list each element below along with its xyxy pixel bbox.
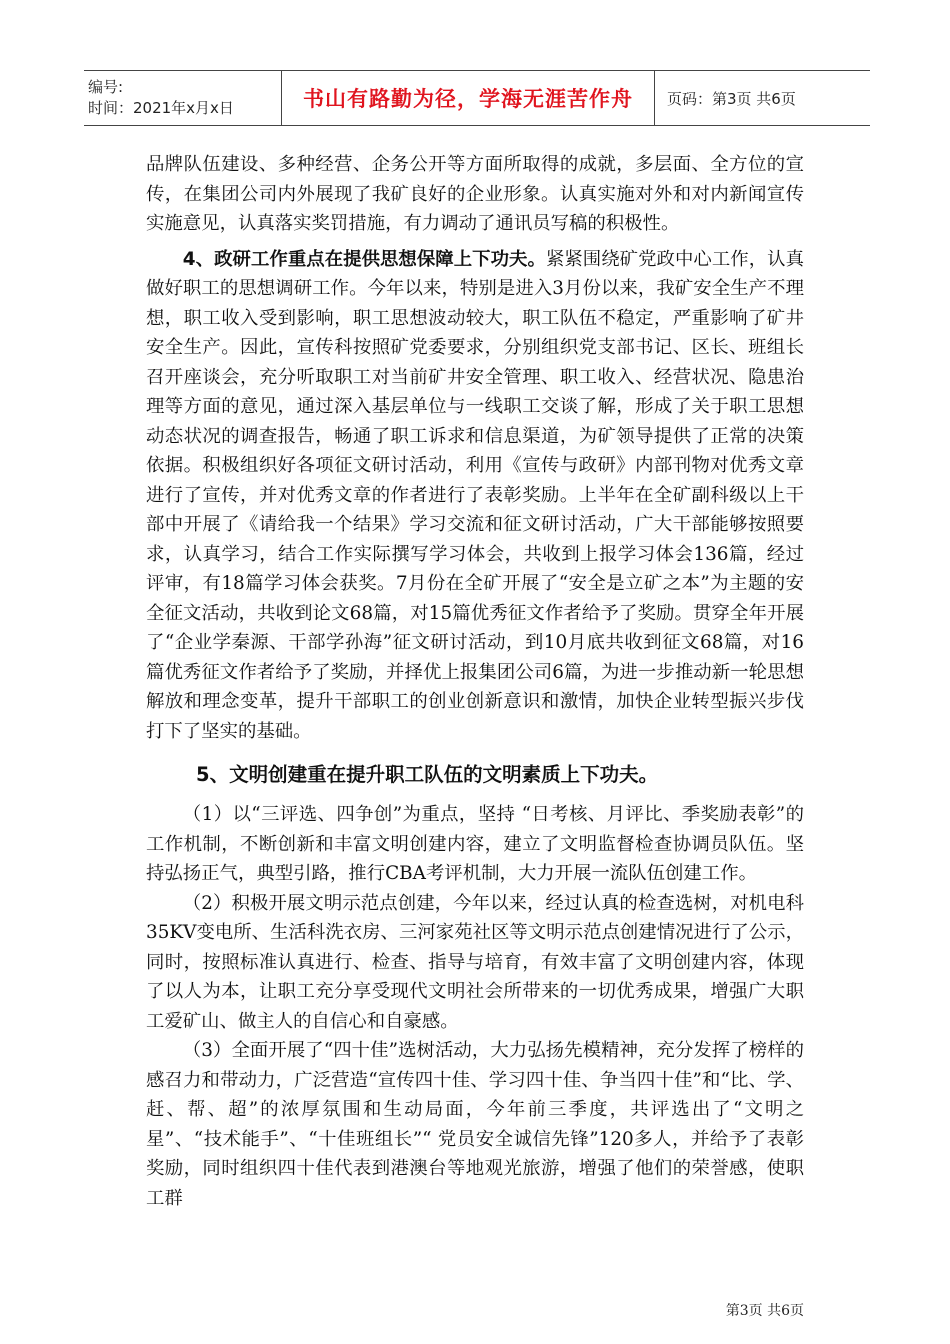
section-4-paragraph <box>146 245 804 747</box>
header-meta <box>84 71 281 125</box>
time-label: 时间：2021年x月x日 <box>88 99 234 117</box>
section-5-item-2: （2）积极开展文明示范点创建，今年以来，经过认真的检查选树，对机电科35KV变电所、生活科洗衣房、三河家苑社区等文明示范点创建情况进行了公示，同时，按照标准认真进行、检查、指导与培育，有效丰富了文明创建内容，体现了以人为本，让职工充分享受现代文明社会所带来的一切优秀成果，增强广大职工爱矿山、做主人的自信心和自豪感。 <box>146 892 804 1032</box>
section-5-item-3: （3）全面开展了“四十佳”选树活动，大力弘扬先模精神，充分发挥了榜样的感召力和带动力，广泛营造“宣传四十佳、学习四十佳、争当四十佳”和“比、学、赶、帮、超”的浓厚氛围和生动局面，今年前三季度，共评选出了“文明之星”、“技术能手”、“十佳班组长”“ 党员安全诚信先锋”120多人，并给予了表彰奖励，同时组织四十佳代表到港澳台等地观光旅游，增强了他们的荣誉感，使职工群 <box>146 1040 804 1209</box>
page-footer: 第3页 共6页 <box>725 1303 804 1319</box>
page-header <box>84 70 870 126</box>
header-motto-cell <box>281 71 655 125</box>
number-label: 编号: <box>88 78 124 96</box>
document-body <box>146 150 804 1213</box>
page-code: 页码：第3页 共6页 <box>667 89 796 108</box>
section-4-heading: 4、政研工作重点在提供思想保障上下功夫。 <box>182 248 546 270</box>
section-5-heading: 5、文明创建重在提升职工队伍的文明素质上下功夫。 <box>196 763 659 786</box>
intro-paragraph: 品牌队伍建设、多种经营、企务公开等方面所取得的成就，多层面、全方位的宣传，在集团公司内外展现了我矿良好的企业形象。认真实施对外和对内新闻宣传实施意见，认真落实奖罚措施，有力调动了通讯员写稿的积极性。 <box>146 154 804 234</box>
motto: 书山有路勤为径，学海无涯苦作舟 <box>303 87 633 111</box>
section-5-item-1: （1）以“三评选、四争创”为重点，坚持 “日考核、月评比、季奖励表彰”的工作机制，不断创新和丰富文明创建内容，建立了文明监督检查协调员队伍。坚持弘扬正气，典型引路，推行CBA考评机制，大力开展一流队伍创建工作。 <box>146 804 804 884</box>
header-page-code-cell <box>655 71 870 125</box>
section-4-text: 紧紧围绕矿党政中心工作，认真做好职工的思想调研工作。今年以来，特别是进入3月份以来，我矿安全生产不理想，职工收入受到影响，职工思想波动较大，职工队伍不稳定，严重影响了矿井安全生产。因此，宣传科按照矿党委要求，分别组织党支部书记、区长、班组长召开座谈会，充分听取职工对当前矿井安全管理、职工收入、经营状况、隐患治理等方面的意见，通过深入基层单位与一线职工交谈了解，形成了关于职工思想动态状况的调查报告，畅通了职工诉求和信息渠道，为矿领导提供了正常的决策依据。积极组织好各项征文研讨活动，利用《宣传与政研》内部刊物对优秀文章进行了宣传，并对优秀文章的作者进行了表彰奖励。上半年在全矿副科级以上干部中开展了《请给我一个结果》学习交流和征文研讨活动，广大干部能够按照要求，认真学习，结合工作实际撰写学习体会，共收到上报学习体会136篇，经过评审，有18篇学习体会获奖。7月份在全矿开展了“安全是立矿之本”为主题的安全征文活动，共收到论文68篇，对15篇优秀征文作者给予了奖励。贯穿全年开展了“企业学秦源、干部学孙海”征文研讨活动，到10月底共收到征文68篇，对16篇优秀征文作者给予了奖励，并择优上报集团公司6篇，为进一步推动新一轮思想解放和理念变革，提升干部职工的创业创新意识和激情，加快企业转型振兴步伐打下了坚实的基础。 <box>146 248 804 742</box>
